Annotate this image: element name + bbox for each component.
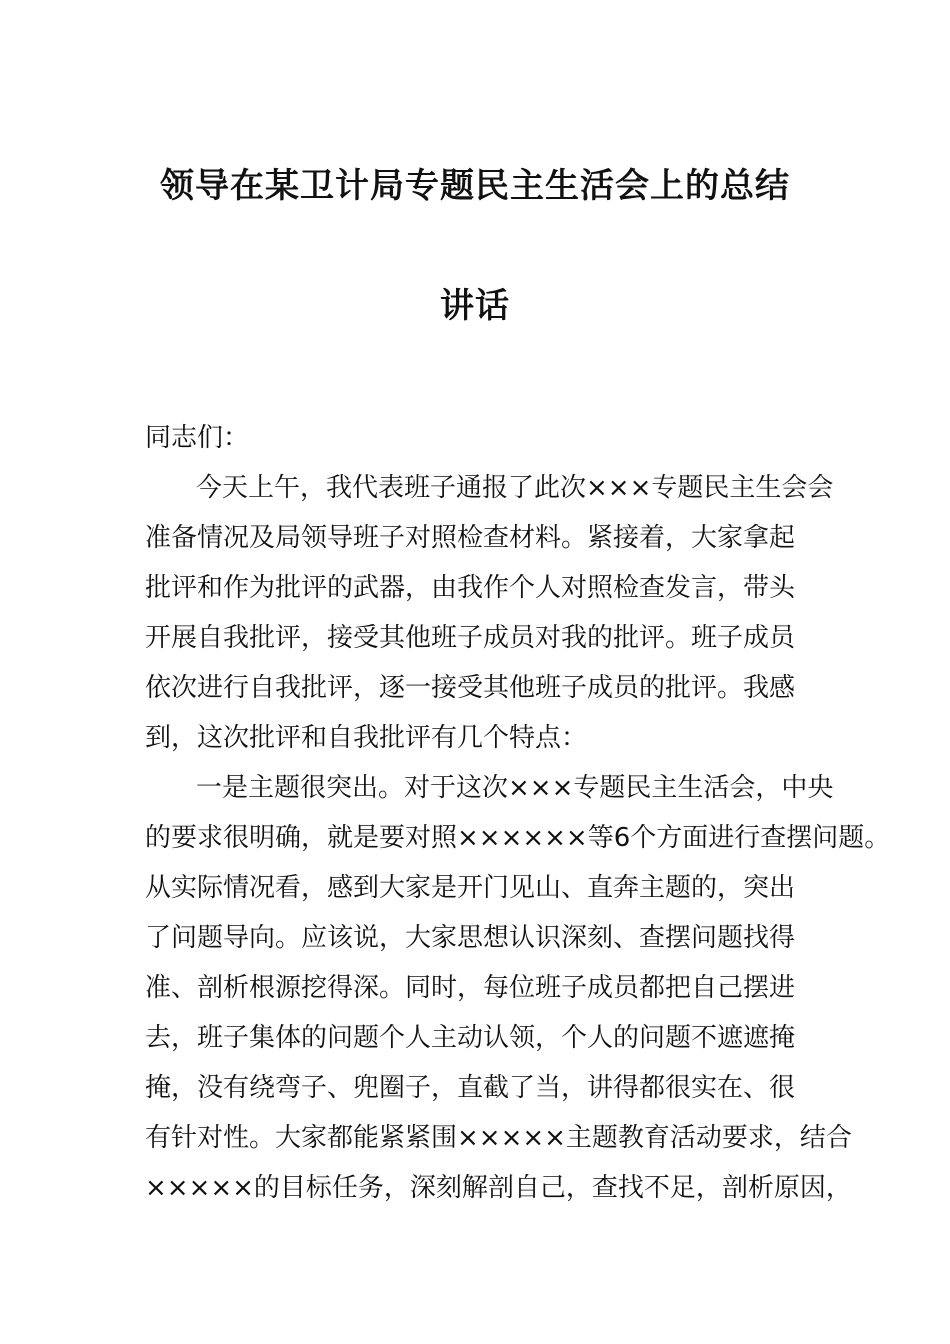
paragraph-line: 掩，没有绕弯子、兜圈子，直截了当，讲得都很实在、很 bbox=[145, 1073, 796, 1103]
paragraph-line: 一是主题很突出。对于这次×××专题民主生活会，中央 bbox=[196, 773, 834, 803]
paragraph-line: 去，班子集体的问题个人主动认领，个人的问题不遮遮掩 bbox=[145, 1023, 796, 1053]
paragraph-line: ×××××的目标任务，深刻解剖自己，查找不足，剖析原因， bbox=[145, 1173, 852, 1203]
paragraph-line: 依次进行自我批评，逐一接受其他班子成员的批评。我感 bbox=[145, 673, 796, 703]
paragraph-line: 从实际情况看，感到大家是开门见山、直奔主题的，突出 bbox=[145, 873, 796, 903]
paragraph-line: 准备情况及局领导班子对照检查材料。紧接着，大家拿起 bbox=[145, 523, 796, 553]
paragraph-line: 了问题导向。应该说，大家思想认识深刻、查摆问题找得 bbox=[145, 923, 796, 953]
paragraph-line: 今天上午，我代表班子通报了此次×××专题民主生会会 bbox=[196, 473, 834, 503]
paragraph-line: 的要求很明确，就是要对照××××××等6个方面进行查摆问题。 bbox=[145, 823, 891, 853]
paragraph-line: 准、剖析根源挖得深。同时，每位班子成员都把自己摆进 bbox=[145, 973, 796, 1003]
paragraph-line: 批评和作为批评的武器，由我作个人对照检查发言，带头 bbox=[145, 573, 796, 603]
salutation: 同志们： bbox=[145, 423, 250, 453]
document-title-line-1: 领导在某卫计局专题民主生活会上的总结 bbox=[160, 166, 790, 206]
paragraph-line: 开展自我批评，接受其他班子成员对我的批评。班子成员 bbox=[145, 623, 796, 653]
document-title-line-2: 讲话 bbox=[440, 286, 510, 326]
paragraph-line: 到，这次批评和自我批评有几个特点： bbox=[145, 723, 588, 753]
paragraph-line: 有针对性。大家都能紧紧围×××××主题教育活动要求，结合 bbox=[145, 1123, 852, 1153]
